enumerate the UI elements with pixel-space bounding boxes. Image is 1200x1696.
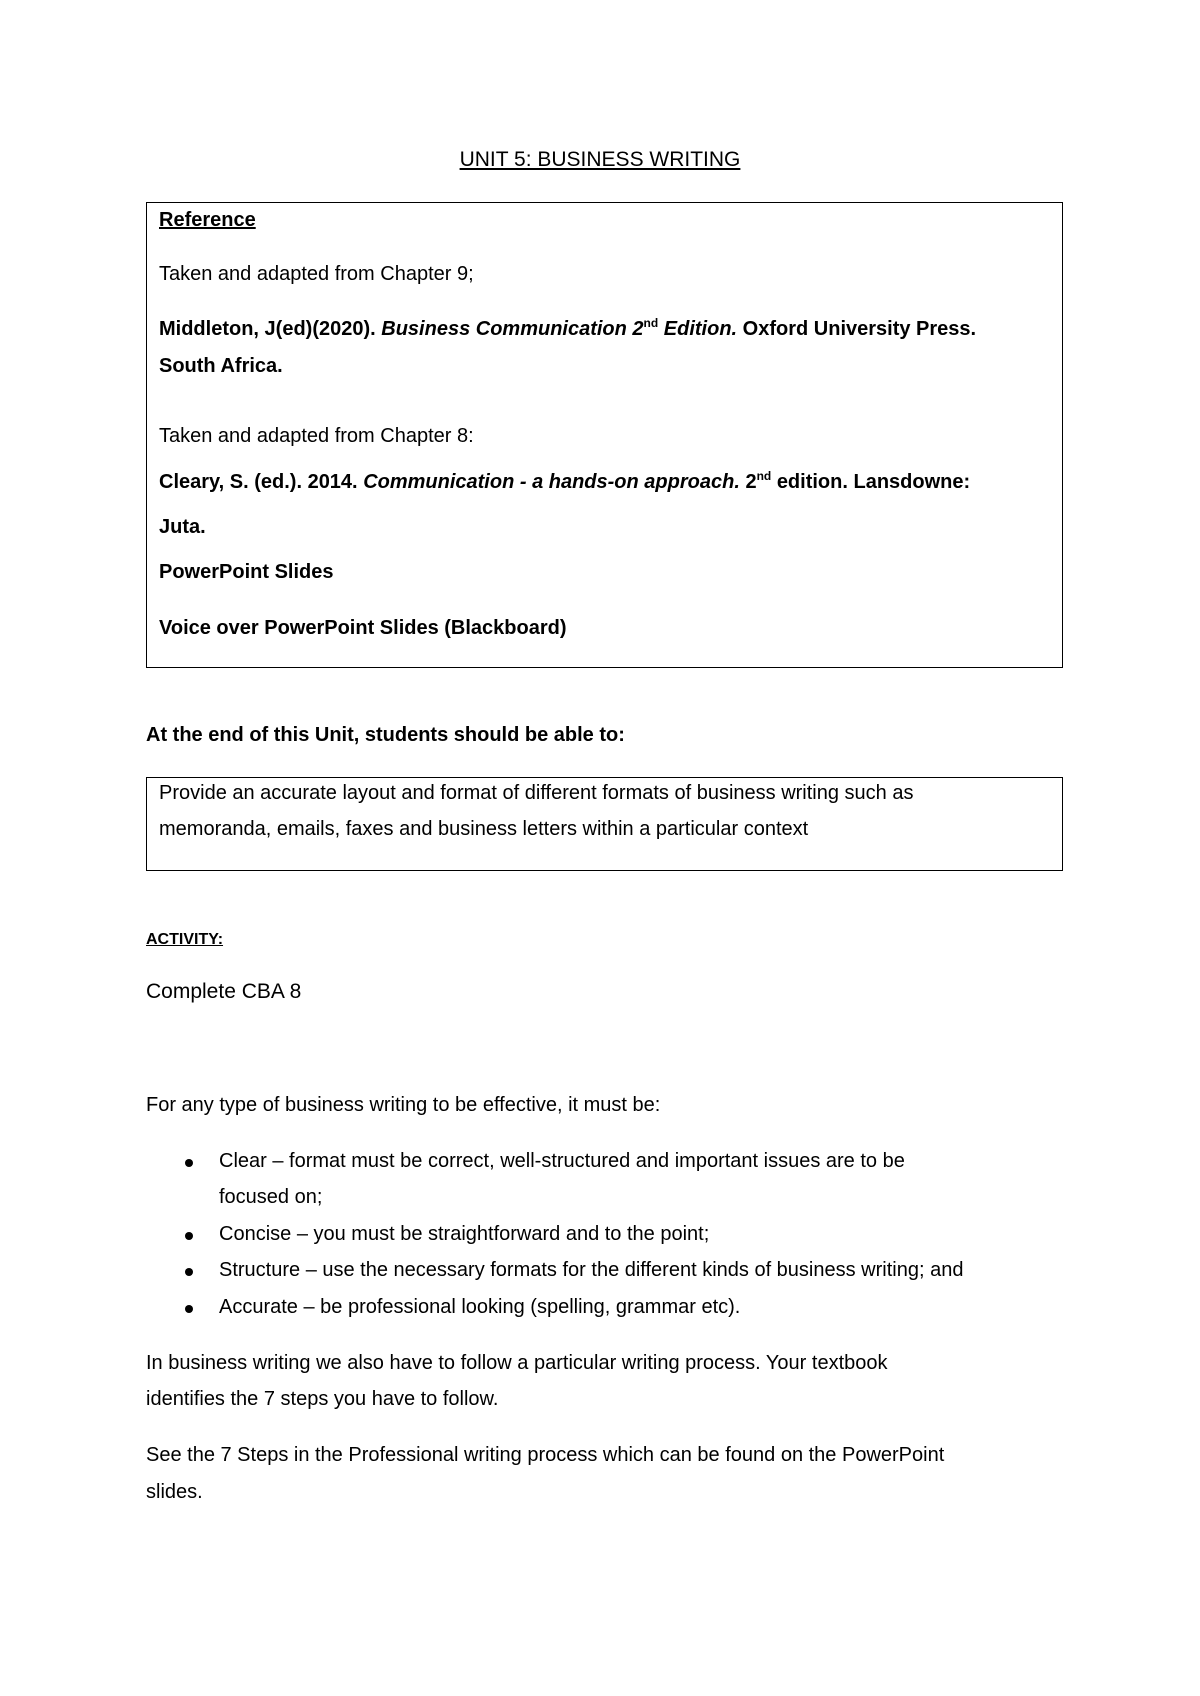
ref2-edition-num: 2 bbox=[745, 471, 757, 493]
bullet-icon bbox=[185, 1232, 193, 1240]
voiceover-slides: Voice over PowerPoint Slides (Blackboard) bbox=[159, 617, 567, 639]
ref1-author: Middleton, J(ed)(2020). bbox=[159, 318, 376, 340]
activity-task: Complete CBA 8 bbox=[146, 980, 302, 1003]
ref1-place: South Africa. bbox=[159, 355, 283, 377]
ref1-title-a: Business Communication 2 bbox=[381, 318, 644, 340]
ref2-author: Cleary, S. (ed.). 2014. bbox=[159, 471, 358, 493]
reference-box bbox=[146, 202, 1063, 668]
process-paragraph-line-1: In business writing we also have to follow a particular writing process. Your textbook bbox=[146, 1352, 888, 1374]
outcome-line-2: memoranda, emails, faxes and business letters within a particular context bbox=[159, 818, 809, 840]
outcome-line-1: Provide an accurate layout and format of different formats of business writing such as bbox=[159, 782, 914, 804]
page-title: UNIT 5: BUSINESS WRITING bbox=[459, 148, 741, 171]
steps-paragraph-line-1: See the 7 Steps in the Professional writing process which can be found on the PowerPoint bbox=[146, 1444, 945, 1466]
activity-label: ACTIVITY: bbox=[146, 931, 224, 948]
bullet-clear-line-2: focused on; bbox=[219, 1186, 323, 1208]
reference-cleary bbox=[159, 471, 970, 494]
ref2-title: Communication - a hands-on approach. bbox=[363, 471, 740, 493]
powerpoint-slides: PowerPoint Slides bbox=[159, 561, 334, 583]
chapter8-intro: Taken and adapted from Chapter 8: bbox=[159, 425, 474, 447]
outcomes-heading: At the end of this Unit, students should be able to: bbox=[146, 724, 625, 746]
bullet-clear-line-1: Clear – format must be correct, well-structured and important issues are to be bbox=[219, 1150, 905, 1172]
ref1-title-b: Edition. bbox=[663, 318, 738, 340]
bullet-concise: Concise – you must be straightforward and to the point; bbox=[219, 1223, 710, 1245]
ref2-edition-sup: nd bbox=[756, 469, 772, 483]
process-paragraph-line-2: identifies the 7 steps you have to follow. bbox=[146, 1388, 499, 1410]
bullet-accurate: Accurate – be professional looking (spelling, grammar etc). bbox=[219, 1296, 741, 1318]
bullet-icon bbox=[185, 1268, 193, 1276]
ref1-publisher: Oxford University Press. bbox=[742, 318, 977, 340]
effective-intro: For any type of business writing to be effective, it must be: bbox=[146, 1094, 661, 1116]
reference-middleton bbox=[159, 318, 976, 341]
outcomes-box bbox=[146, 777, 1063, 871]
steps-paragraph-line-2: slides. bbox=[146, 1481, 203, 1503]
ref2-edition-rest: edition. Lansdowne: bbox=[776, 471, 971, 493]
bullet-icon bbox=[185, 1159, 193, 1167]
ref2-place: Juta. bbox=[159, 516, 206, 538]
chapter9-intro: Taken and adapted from Chapter 9; bbox=[159, 263, 474, 285]
bullet-structure: Structure – use the necessary formats for the different kinds of business writing; and bbox=[219, 1259, 964, 1281]
bullet-icon bbox=[185, 1305, 193, 1313]
ref1-title-sup: nd bbox=[643, 316, 659, 330]
reference-heading: Reference bbox=[159, 209, 256, 231]
